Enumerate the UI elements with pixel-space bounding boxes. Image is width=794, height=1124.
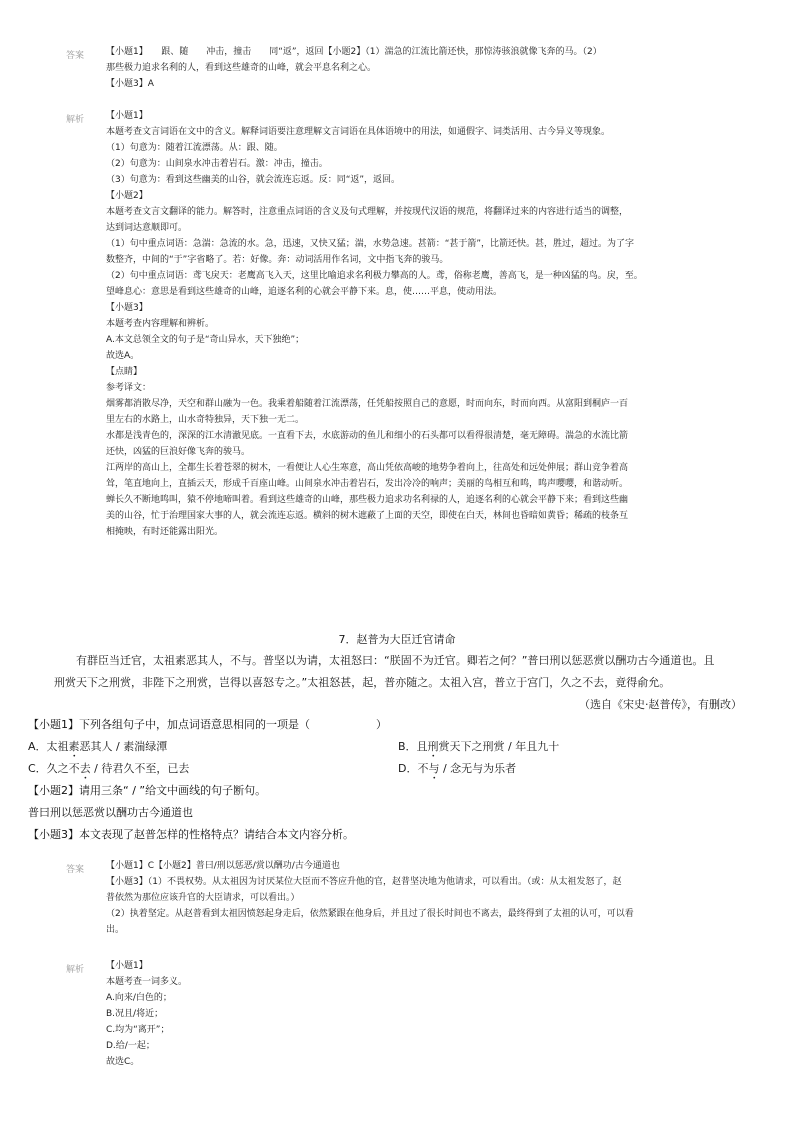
analysis-line: 【小题1】 xyxy=(106,111,148,121)
analysis-line: 参考译文： xyxy=(106,383,152,393)
analysis-line: B.况且/将近； xyxy=(106,1009,164,1019)
option-a[interactable]: A．太祖素恶其人 / 素湍绿潭 xyxy=(28,740,168,753)
dotted-word: 素 xyxy=(68,740,80,753)
analysis-line: （1）句中重点词语：急湍：急流的水。急，迅速，又快又猛；湍，水势急速。甚箭：“甚于箭”，比箭还快。甚，胜过，超过。为了字 xyxy=(106,239,635,249)
answer-line: 【小题1】C【小题2】普曰/刑以惩恶/赏以酬功/古今通道也 xyxy=(106,861,340,871)
q7-analysis-block xyxy=(106,958,746,1070)
analysis-line: （1）句意为：随着江流漂荡。从：跟、随。 xyxy=(106,143,283,153)
analysis-line: 【小题3】 xyxy=(106,303,148,313)
analysis-line: 蝉长久不断地鸣叫，猿不停地啼叫着。看到这些雄奇的山峰，那些极力追求功名利禄的人，追逐名利的心就会平静下来；看到这些幽 xyxy=(106,495,629,505)
q6-analysis-block xyxy=(106,108,746,540)
answer-line: 【小题3】（1）不畏权势。从太祖因为讨厌某位大臣而不答应升他的官，赵普坚决地为他请求，可以看出。（或：从太祖发怒了，赵 xyxy=(106,877,622,887)
analysis-line: 水都是浅青色的，深深的江水清澈见底。一直看下去，水底游动的鱼儿和细小的石头都可以看得很清楚，毫无障碍。湍急的水流比箭 xyxy=(106,431,629,441)
answer-line: 那些极力追求名利的人，看到这些雄奇的山峰，就会平息名利之心。 xyxy=(106,63,377,73)
analysis-line: （2）句中重点词语：鸢飞戾天：老鹰高飞入天，这里比喻追求名利极力攀高的人。鸢，俗称老鹰，善高飞，是一种凶猛的鸟。戾，至。 xyxy=(106,271,643,281)
analysis-line: A.本文总领全文的句子是“奇山异水，天下独绝”； xyxy=(106,335,305,345)
analysis-line: （2）句意为：山间泉水冲击着岩石。激：冲击，撞击。 xyxy=(106,159,328,169)
analysis-line: 望峰息心：意思是看到这些雄奇的山峰，追逐名利的心就会平静下来。息，使……平息，使动用法。 xyxy=(106,287,503,297)
dotted-word: 刑 xyxy=(427,740,439,753)
analysis-line: 本题考查文言文翻译的能力。解答时，注意重点词语的含义及句式理解，并按现代汉语的规范，将翻译过来的内容进行适当的调整， xyxy=(106,207,629,217)
option-c[interactable]: C．久之不去 / 待君久不至，已去 xyxy=(28,762,190,775)
option-b[interactable]: B．且刑赏天下之刑赏 / 年且九十 xyxy=(398,740,560,753)
source-note: （选自《宋史·赵普传》，有删改） xyxy=(579,698,742,711)
analysis-line: 本题考查文言词语在文中的含义。解释词语要注意理解文言词语在具体语境中的用法，如通假字、词类活用、古今异义等现象。 xyxy=(106,127,611,137)
dotted-word: 去 xyxy=(79,762,91,775)
passage-line: 有群臣当迁官，太祖素恶其人，不与。普坚以为请，太祖怒曰：“朕固不为迁官。卿若之何？”普曰刑以惩恶赏以酬功古今通道也。且 xyxy=(76,654,715,667)
analysis-line: 【小题2】 xyxy=(106,191,148,201)
analysis-line: 烟雾都消散尽净，天空和群山融为一色。我乘着船随着江流漂荡，任凭船按照自己的意愿，时而向东，时而向西。从富阳到桐庐一百 xyxy=(106,399,629,409)
answer-label: 答案 xyxy=(66,865,85,875)
analysis-line: 故选C。 xyxy=(106,1057,140,1067)
analysis-line: 本题考查一词多义。 xyxy=(106,977,188,987)
analysis-line: C.均为“离开”； xyxy=(106,1025,170,1035)
q7-answer-block xyxy=(106,858,746,938)
sub1-prompt: 【小题1】下列各组句子中，加点词语意思相同的一项是（ ） xyxy=(28,718,387,731)
option-d[interactable]: D．不与 / 念无与为乐者 xyxy=(398,762,517,775)
analysis-line: 美的山谷，忙于治理国家大事的人，就会流连忘返。横斜的树木遮蔽了上面的天空，即使在白天，林间也昏暗如黄昏；稀疏的枝条互 xyxy=(106,511,629,521)
sub2-sentence: 普曰刑以惩恶赏以酬功古今通道也 xyxy=(28,806,193,819)
sub3-prompt: 【小题3】本文表现了赵普怎样的性格特点？请结合本文内容分析。 xyxy=(28,828,354,841)
answer-label: 答案 xyxy=(66,51,85,61)
analysis-line: 相掩映，有时还能露出阳光。 xyxy=(106,527,224,537)
analysis-line: A.向来/白色的； xyxy=(106,993,172,1003)
analysis-line: 达到词达意顺即可。 xyxy=(106,223,188,233)
dotted-word: 与 xyxy=(428,762,440,775)
analysis-label: 解析 xyxy=(66,965,85,975)
answer-line: 【小题3】A xyxy=(106,79,154,89)
analysis-line: 故选A。 xyxy=(106,351,140,361)
analysis-line: 耸，笔直地向上，直插云天，形成千百座山峰。山间泉水冲击着岩石，发出冷冷的响声；美丽的鸟相互和鸣，鸣声嘤嘤，和谐动听。 xyxy=(106,479,629,489)
passage-line: 刑赏天下之刑赏，非陛下之刑赏，岂得以喜怒专之。”太祖怒甚，起，普亦随之。太祖入宫，普立于宫门，久之不去，竟得俞允。 xyxy=(54,676,671,689)
question-title: 7．赵普为大臣迁官请命 xyxy=(338,633,456,646)
analysis-line: （3）句意为：看到这些幽美的山谷，就会流连忘返。反：同“返”，返回。 xyxy=(106,175,401,185)
answer-line: 【小题1】 跟、随 冲击，撞击 同“返”，返回【小题2】（1）湍急的江流比箭还快，那惊涛骇浪就像飞奔的马。（2） xyxy=(106,47,602,57)
passage xyxy=(54,650,754,694)
answer-line: 出。 xyxy=(106,925,125,935)
analysis-line: 还快，凶猛的巨浪好像飞奔的骏马。 xyxy=(106,447,251,457)
sub2-prompt: 【小题2】请用三条“ / ”给文中画线的句子断句。 xyxy=(28,784,267,797)
answer-line: （2）执着坚定。从赵普看到太祖因愤怒起身走后，依然紧跟在他身后，并且过了很长时间也不离去，最终得到了太祖的认可，可以看 xyxy=(106,909,634,919)
analysis-line: 数整齐，中间的“于”字省略了。若：好像。奔：动词活用作名词，文中指飞奔的骏马。 xyxy=(106,255,449,265)
q6-answer-block xyxy=(106,44,746,92)
analysis-line: 里左右的水路上，山水奇特独异，天下独一无二。 xyxy=(106,415,305,425)
answer-line: 普依然为那位应该升官的大臣请求，可以看出。） xyxy=(106,893,300,903)
analysis-label: 解析 xyxy=(66,115,85,125)
analysis-line: 【小题1】 xyxy=(106,961,148,971)
analysis-line: 【点睛】 xyxy=(106,367,143,377)
analysis-line: D.给/一起； xyxy=(106,1041,155,1051)
analysis-line: 江两岸的高山上，全都生长着苍翠的树木，一看便让人心生寒意，高山凭依高峻的地势争着向上，往高处和远处伸展；群山竞争着高 xyxy=(106,463,629,473)
analysis-line: 本题考查内容理解和辨析。 xyxy=(106,319,215,329)
